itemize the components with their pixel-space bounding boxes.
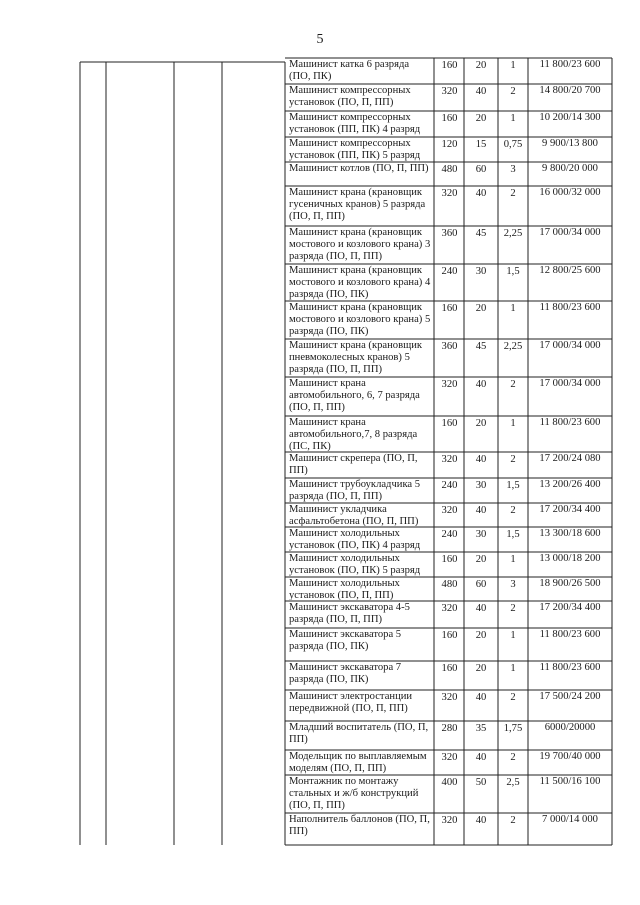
- position-name: Машинист скрепера (ПО, П, ПП): [289, 453, 418, 476]
- hours-cell: 360: [441, 228, 458, 239]
- days-cell: 40: [475, 454, 487, 465]
- hours-cell: 480: [441, 579, 458, 590]
- days-cell: 30: [475, 480, 487, 491]
- days-cell: 20: [475, 663, 487, 674]
- salary-cell: 11 500/16 100: [539, 776, 601, 787]
- months-cell: 2: [510, 505, 516, 516]
- days-cell: 40: [475, 188, 487, 199]
- days-cell: 40: [475, 86, 487, 97]
- salary-cell: 13 300/18 600: [539, 528, 601, 539]
- hours-cell: 240: [441, 480, 458, 491]
- position-name: Машинист компрессорных установок (ПП, ПК) 5 разряд: [289, 138, 421, 161]
- hours-cell: 120: [441, 139, 458, 150]
- months-cell: 1: [510, 113, 516, 124]
- months-cell: 2: [510, 188, 516, 199]
- position-name: Машинист катка 6 разряда (ПО, ПК): [289, 59, 410, 82]
- salary-cell: 11 800/23 600: [539, 417, 601, 428]
- days-cell: 40: [475, 815, 487, 826]
- days-cell: 40: [475, 603, 487, 614]
- salary-cell: 13 000/18 200: [539, 553, 601, 564]
- days-cell: 35: [475, 723, 487, 734]
- hours-cell: 160: [441, 60, 458, 71]
- position-name: Монтажник по монтажу стальных и ж/б конструкций (ПО, П, ПП): [289, 776, 419, 811]
- days-cell: 20: [475, 418, 487, 429]
- months-cell: 3: [510, 579, 516, 590]
- months-cell: 1,5: [506, 266, 520, 277]
- salary-cell: 17 200/34 400: [539, 504, 601, 515]
- hours-cell: 480: [441, 164, 458, 175]
- days-cell: 40: [475, 379, 487, 390]
- days-cell: 40: [475, 505, 487, 516]
- position-name: Машинист электростанции передвижной (ПО, П, ПП): [289, 691, 413, 714]
- hours-cell: 320: [441, 752, 458, 763]
- days-cell: 30: [475, 529, 487, 540]
- position-name: Машинист крана (крановщик гусеничных кранов) 5 разряда (ПО, П, ПП): [289, 187, 426, 222]
- salary-cell: 11 800/23 600: [539, 59, 601, 70]
- salary-cell: 17 000/34 000: [539, 378, 601, 389]
- days-cell: 45: [475, 341, 487, 352]
- position-name: Машинист экскаватора 4-5 разряда (ПО, П, ПП): [289, 602, 410, 625]
- hours-cell: 320: [441, 815, 458, 826]
- days-cell: 40: [475, 752, 487, 763]
- salary-cell: 13 200/26 400: [539, 479, 601, 490]
- months-cell: 3: [510, 164, 516, 175]
- salary-cell: 17 200/24 080: [539, 453, 601, 464]
- months-cell: 2,5: [506, 777, 520, 788]
- days-cell: 30: [475, 266, 487, 277]
- hours-cell: 160: [441, 303, 458, 314]
- salary-cell: 11 800/23 600: [539, 629, 601, 640]
- hours-cell: 160: [441, 418, 458, 429]
- salary-cell: 6000/20000: [544, 722, 596, 733]
- page-number: 5: [316, 32, 324, 47]
- months-cell: 1,5: [506, 529, 520, 540]
- position-name: Машинист крана (крановщик мостового и козлового крана) 3 разряда (ПО, П, ПП): [289, 227, 431, 262]
- days-cell: 20: [475, 303, 487, 314]
- salary-cell: 9 800/20 000: [542, 163, 598, 174]
- position-name: Машинист экскаватора 5 разряда (ПО, ПК): [289, 629, 402, 652]
- hours-cell: 400: [441, 777, 458, 788]
- salary-cell: 17 000/34 000: [539, 227, 601, 238]
- hours-cell: 160: [441, 113, 458, 124]
- salary-cell: 11 800/23 600: [539, 302, 601, 313]
- salary-cell: 19 700/40 000: [539, 751, 601, 762]
- hours-cell: 320: [441, 379, 458, 390]
- position-name: Машинист компрессорных установок (ПО, П, ПП): [289, 85, 411, 108]
- hours-cell: 280: [441, 723, 458, 734]
- months-cell: 2: [510, 752, 516, 763]
- months-cell: 2: [510, 692, 516, 703]
- hours-cell: 320: [441, 188, 458, 199]
- hours-cell: 320: [441, 692, 458, 703]
- months-cell: 1,75: [503, 723, 523, 734]
- months-cell: 1: [510, 630, 516, 641]
- hours-cell: 320: [441, 505, 458, 516]
- days-cell: 50: [475, 777, 487, 788]
- days-cell: 40: [475, 692, 487, 703]
- days-cell: 15: [475, 139, 487, 150]
- hours-cell: 160: [441, 554, 458, 565]
- days-cell: 60: [475, 579, 487, 590]
- salary-cell: 7 000/14 000: [542, 814, 598, 825]
- position-name: Наполнитель баллонов (ПО, П, ПП): [289, 814, 430, 837]
- hours-cell: 320: [441, 603, 458, 614]
- months-cell: 2,25: [503, 341, 523, 352]
- position-name: Машинист котлов (ПО, П, ПП): [289, 163, 429, 174]
- hours-cell: 160: [441, 630, 458, 641]
- months-cell: 1: [510, 418, 516, 429]
- position-name: Машинист экскаватора 7 разряда (ПО, ПК): [289, 662, 402, 685]
- days-cell: 60: [475, 164, 487, 175]
- salary-cell: 14 800/20 700: [539, 85, 601, 96]
- months-cell: 2: [510, 454, 516, 465]
- position-name: Машинист холодильных установок (ПО, ПК) 5 разряд: [289, 553, 421, 576]
- months-cell: 2: [510, 815, 516, 826]
- salary-cell: 16 000/32 000: [539, 187, 601, 198]
- days-cell: 20: [475, 60, 487, 71]
- salary-cell: 17 000/34 000: [539, 340, 601, 351]
- months-cell: 2,25: [503, 228, 523, 239]
- hours-cell: 320: [441, 86, 458, 97]
- days-cell: 20: [475, 630, 487, 641]
- days-cell: 20: [475, 113, 487, 124]
- salary-cell: 10 200/14 300: [539, 112, 601, 123]
- position-name: Машинист холодильных установок (ПО, ПК) 4 разряд: [289, 528, 421, 551]
- hours-cell: 320: [441, 454, 458, 465]
- position-name: Машинист крана автомобильного, 6, 7 разряда (ПО, П, ПП): [289, 378, 420, 413]
- salary-cell: 17 200/34 400: [539, 602, 601, 613]
- position-name: Младший воспитатель (ПО, П, ПП): [289, 722, 429, 745]
- position-name: Машинист холодильных установок (ПО, П, ПП): [289, 578, 400, 600]
- position-name: Машинист крана автомобильного,7, 8 разряда (ПС, ПК): [289, 417, 418, 451]
- position-name: Машинист укладчика асфальтобетона (ПО, П, ПП): [289, 504, 419, 526]
- months-cell: 1,5: [506, 480, 520, 491]
- hours-cell: 160: [441, 663, 458, 674]
- months-cell: 2: [510, 379, 516, 390]
- months-cell: 1: [510, 60, 516, 71]
- position-name: Машинист трубоукладчика 5 разряда (ПО, П, ПП): [289, 479, 421, 502]
- position-name: Машинист крана (крановщик пневмоколесных кранов) 5 разряда (ПО, П, ПП): [289, 340, 423, 375]
- months-cell: 2: [510, 86, 516, 97]
- salary-cell: 12 800/25 600: [539, 265, 601, 276]
- days-cell: 45: [475, 228, 487, 239]
- position-name: Машинист крана (крановщик мостового и козлового крана) 5 разряда (ПО, ПК): [289, 302, 431, 337]
- salary-cell: 11 800/23 600: [539, 662, 601, 673]
- hours-cell: 240: [441, 266, 458, 277]
- salary-cell: 18 900/26 500: [539, 578, 601, 589]
- months-cell: 1: [510, 554, 516, 565]
- salary-cell: 17 500/24 200: [539, 691, 601, 702]
- days-cell: 20: [475, 554, 487, 565]
- hours-cell: 360: [441, 341, 458, 352]
- months-cell: 1: [510, 663, 516, 674]
- months-cell: 0,75: [503, 139, 523, 150]
- position-name: Модельщик по выплавляемым моделям (ПО, П, ПП): [289, 751, 427, 774]
- position-name: Машинист компрессорных установок (ПП, ПК) 4 разряд: [289, 112, 421, 135]
- months-cell: 1: [510, 303, 516, 314]
- months-cell: 2: [510, 603, 516, 614]
- salary-cell: 9 900/13 800: [542, 138, 598, 149]
- hours-cell: 240: [441, 529, 458, 540]
- position-name: Машинист крана (крановщик мостового и козлового крана) 4 разряда (ПО, ПК): [289, 265, 431, 300]
